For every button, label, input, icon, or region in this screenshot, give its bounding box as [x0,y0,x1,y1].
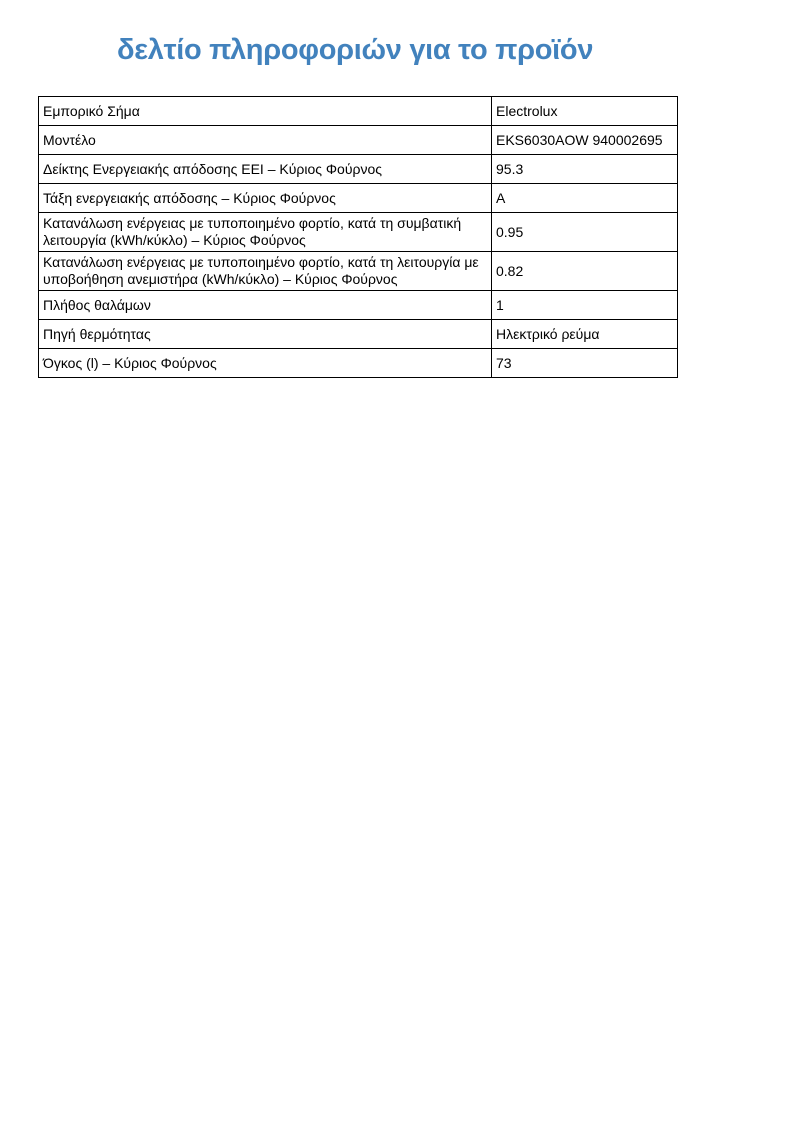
spec-label: Πηγή θερμότητας [39,320,492,349]
spec-value: A [492,184,678,213]
table-row [39,97,678,126]
spec-value: 0.82 [492,252,678,291]
spec-label: Μοντέλο [39,126,492,155]
spec-value: 73 [492,349,678,378]
table-row [39,155,678,184]
table-row [39,349,678,378]
spec-value: 1 [492,291,678,320]
table-row [39,252,678,291]
table-row [39,126,678,155]
spec-value: EKS6030AOW 940002695 [492,126,678,155]
spec-label: Κατανάλωση ενέργειας με τυποποιημένο φορτίο, κατά τη συμβατική λειτουργία (kWh/κύκλο) – Κύριος Φούρνος [39,213,492,252]
spec-label: Πλήθος θαλάμων [39,291,492,320]
spec-value: Electrolux [492,97,678,126]
table-row [39,213,678,252]
spec-label: Εμπορικό Σήμα [39,97,492,126]
spec-label: Κατανάλωση ενέργειας με τυποποιημένο φορτίο, κατά τη λειτουργία με υποβοήθηση ανεμιστήρα (kWh/κύκλο) – Κύριος Φούρνος [39,252,492,291]
spec-label: Τάξη ενεργειακής απόδοσης – Κύριος Φούρνος [39,184,492,213]
table-row [39,320,678,349]
spec-value: 95.3 [492,155,678,184]
page-title: δελτίο πληροφοριών για το προϊόν [117,34,594,66]
table-row [39,291,678,320]
spec-label: Όγκος (l) – Κύριος Φούρνος [39,349,492,378]
spec-value: Ηλεκτρικό ρεύμα [492,320,678,349]
spec-label: Δείκτης Ενεργειακής απόδοσης EEI – Κύριος Φούρνος [39,155,492,184]
product-spec-table [38,96,678,378]
spec-value: 0.95 [492,213,678,252]
table-row [39,184,678,213]
